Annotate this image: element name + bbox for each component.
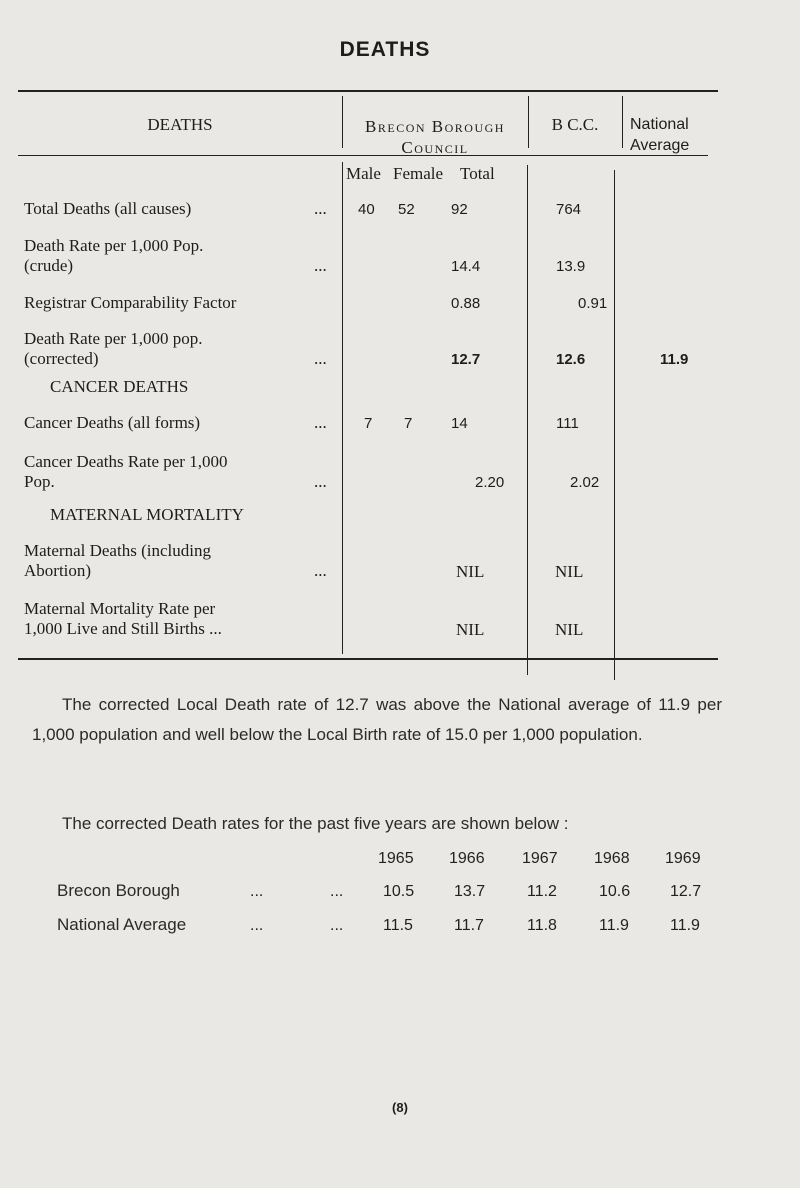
subheader-total: Total — [460, 164, 495, 183]
history-cell: 13.7 — [454, 883, 486, 900]
cell-bcc: 111 — [556, 415, 579, 432]
cell-total: NIL — [456, 620, 485, 639]
row-dots: ... — [314, 199, 327, 218]
cell-male: 7 — [364, 415, 373, 432]
year-header: 1969 — [665, 850, 701, 867]
section-heading-cancer: CANCER DEATHS — [50, 377, 189, 396]
cell-total: 12.7 — [451, 351, 481, 368]
cell-bcc: 12.6 — [556, 351, 586, 368]
paragraph-five-years: The corrected Death rates for the past five years are shown below : — [62, 814, 569, 833]
page-title: DEATHS — [339, 38, 431, 61]
history-cell: 11.8 — [527, 917, 557, 934]
history-cell: 11.2 — [527, 883, 557, 900]
column-divider — [614, 170, 615, 680]
column-divider — [342, 162, 343, 654]
cell-national: 11.9 — [660, 351, 689, 368]
row-dots: ... — [314, 472, 327, 491]
paragraph-corrected-rate: The corrected Local Death rate of 12.7 was above the National average of 11.9 per 1,000 population and well below the Local Birth rate of 15.0 per 1,000 population. — [32, 695, 722, 744]
row-dots: ... — [314, 349, 327, 368]
cell-total: 92 — [451, 201, 468, 218]
row-dots: ... — [314, 256, 327, 275]
year-header: 1968 — [594, 850, 630, 867]
row-label: Death Rate per 1,000 pop. (corrected) — [24, 329, 203, 368]
history-cell: 11.9 — [670, 917, 700, 934]
history-cell: 11.5 — [383, 917, 413, 934]
history-row-dots: ... — [330, 883, 344, 900]
header-brecon — [342, 116, 528, 158]
cell-bcc: 2.02 — [570, 474, 600, 491]
cell-female: 7 — [404, 415, 413, 432]
table-bottom-rule — [18, 658, 718, 660]
cell-total: 14.4 — [451, 258, 481, 275]
cell-bcc: 13.9 — [556, 258, 586, 275]
cell-total: 14 — [451, 415, 468, 432]
history-cell: 12.7 — [670, 883, 702, 900]
cell-total: 2.20 — [475, 474, 505, 491]
year-header: 1965 — [378, 850, 414, 867]
history-row-dots: ... — [330, 917, 344, 934]
cell-bcc: NIL — [555, 620, 584, 639]
header-brecon-line1: Brecon Borough — [365, 117, 505, 136]
row-dots: ... — [314, 561, 327, 580]
row-label: Total Deaths (all causes) — [24, 199, 192, 218]
history-cell: 11.7 — [454, 917, 484, 934]
table-top-rule — [18, 90, 718, 92]
row-label: Cancer Deaths (all forms) — [24, 413, 201, 432]
history-row-dots: ... — [250, 917, 264, 934]
cell-bcc: 0.91 — [578, 295, 608, 312]
header-brecon-line2: Council — [401, 138, 469, 157]
row-dots: ... — [314, 413, 327, 432]
cell-bcc: NIL — [555, 562, 584, 581]
cell-total: NIL — [456, 562, 485, 581]
history-row-label: Brecon Borough — [57, 881, 180, 900]
history-cell: 11.9 — [599, 917, 629, 934]
subheader-female: Female — [393, 164, 444, 183]
column-divider — [622, 96, 623, 148]
year-header: 1967 — [522, 850, 558, 867]
history-cell: 10.5 — [383, 883, 415, 900]
row-label: Maternal Mortality Rate per 1,000 Live and Still Births ... — [24, 599, 222, 638]
year-header: 1966 — [449, 850, 485, 867]
row-label: Maternal Deaths (including Abortion) — [24, 541, 211, 580]
subheader-male: Male — [346, 164, 381, 183]
cell-total: 0.88 — [451, 295, 481, 312]
row-label: Cancer Deaths Rate per 1,000 Pop. — [24, 452, 228, 491]
header-bcc: B C.C. — [551, 115, 599, 134]
page-number: (8) — [392, 1100, 408, 1115]
history-row-label: National Average — [57, 915, 187, 934]
row-label: Death Rate per 1,000 Pop. (crude) — [24, 236, 204, 275]
cell-bcc: 764 — [556, 201, 582, 218]
column-divider — [527, 165, 528, 675]
history-row-dots: ... — [250, 883, 264, 900]
header-deaths: DEATHS — [147, 115, 213, 134]
header-national-line1: National — [630, 116, 689, 133]
row-label: Registrar Comparability Factor — [24, 293, 237, 312]
history-cell: 10.6 — [599, 883, 631, 900]
cell-male: 40 — [358, 201, 375, 218]
section-heading-maternal: MATERNAL MORTALITY — [50, 505, 244, 524]
cell-female: 52 — [398, 201, 415, 218]
header-national — [630, 114, 710, 156]
header-national-line2: Average — [630, 137, 690, 154]
